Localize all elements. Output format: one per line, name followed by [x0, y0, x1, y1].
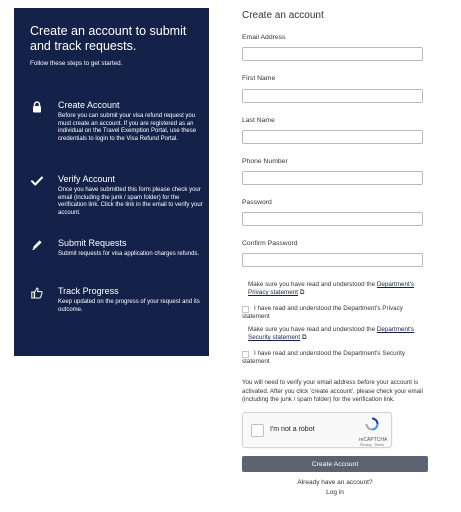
password-field[interactable] — [242, 212, 423, 226]
confirm-password-field[interactable] — [242, 253, 423, 267]
step-title: Track Progress — [58, 286, 119, 296]
step-title: Verify Account — [58, 174, 116, 184]
lock-icon — [30, 100, 44, 114]
first-name-label: First Name — [242, 75, 276, 82]
recaptcha-logo — [359, 417, 388, 447]
security-checkbox-label: I have read and understood the Department's Security statement — [242, 350, 406, 365]
panel-subtitle: Follow these steps to get started. — [30, 60, 123, 67]
email-label: Email Address — [242, 34, 286, 41]
form-heading: Create an account — [242, 10, 324, 21]
recaptcha-terms-link[interactable]: Privacy - Terms — [359, 443, 385, 447]
phone-field[interactable] — [242, 171, 423, 185]
already-have-account-text: Already have an account? — [297, 479, 373, 486]
check-icon — [30, 174, 44, 188]
create-account-button[interactable]: Create Account — [242, 456, 428, 472]
recaptcha-widget — [242, 412, 392, 448]
recaptcha-brand: reCAPTCHA — [359, 437, 388, 443]
phone-label: Phone Number — [242, 158, 288, 165]
security-notice-text: Make sure you have read and understood the — [248, 326, 377, 333]
first-name-field[interactable] — [242, 89, 423, 103]
pencil-icon — [30, 238, 44, 252]
step-description: Keep updated on the progress of your request and its outcome. — [58, 299, 200, 313]
recaptcha-label: I'm not a robot — [270, 426, 315, 433]
step-title: Submit Requests — [58, 238, 127, 248]
confirm-password-label: Confirm Password — [242, 240, 298, 247]
step-title: Create Account — [58, 100, 120, 110]
external-link-icon: ⧉ — [300, 334, 307, 341]
external-link-icon: ⧉ — [298, 289, 305, 296]
panel-title: Create an account to submit and track requests. — [30, 24, 187, 53]
security-notice — [242, 326, 433, 342]
privacy-statement-link[interactable]: Department's Privacy statement — [248, 281, 415, 296]
step-description: Submit requests for visa application charges refunds. — [58, 251, 200, 257]
recaptcha-checkbox[interactable] — [251, 424, 264, 437]
password-label: Password — [242, 199, 272, 206]
step-description: Before you can submit your visa refund request you must create an account. If you are registered as an individual on the Travel Exemption Portal, use these credentials to login to the Visa Refund Portal. — [58, 113, 197, 142]
email-field[interactable] — [242, 47, 423, 61]
recaptcha-icon — [365, 417, 379, 431]
thumbs-up-icon — [30, 286, 44, 300]
verify-note: You will need to verify your email address before your account is activated. After you click 'create account', please check your email (including the junk / spam folder) for the verification link. — [242, 379, 423, 404]
last-name-field[interactable] — [242, 130, 423, 144]
security-statement-link[interactable]: Department's Security statement — [248, 326, 415, 341]
privacy-notice — [242, 281, 433, 297]
step-description: Once you have submitted this form please check your email (including the junk / spam folder) for the verification link. Click the link in the email to verify your account. — [58, 187, 203, 216]
login-link[interactable]: Log in — [326, 489, 344, 496]
privacy-checkbox-label: I have read and understood the Department's Privacy statement — [242, 305, 403, 320]
privacy-notice-text: Make sure you have read and understood the — [248, 281, 377, 288]
info-panel — [14, 8, 209, 356]
last-name-label: Last Name — [242, 117, 275, 124]
